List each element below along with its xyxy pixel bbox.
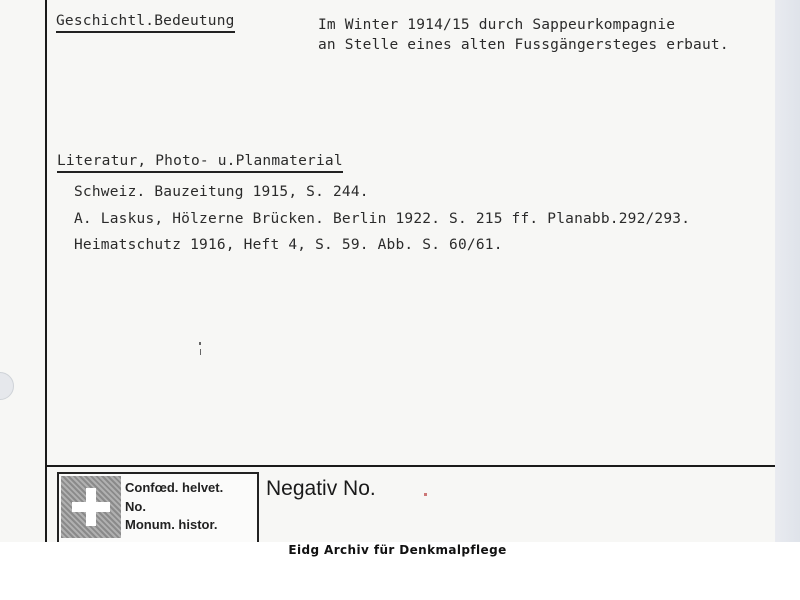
literature-entry-2: A. Laskus, Hölzerne Brücken. Berlin 1922. S. 215 ff. Planabb.292/293. [74,211,691,227]
history-line-2: an Stelle eines alten Fussgängersteges erbaut. [318,37,729,53]
literature-entry-1: Schweiz. Bauzeitung 1915, S. 244. [74,184,369,200]
stamp-line-3: Monum. histor. [125,517,218,532]
literature-heading: Literatur, Photo- u.Planmaterial [57,153,343,173]
negative-number-label: Negativ No. [266,477,376,500]
history-line-1: Im Winter 1914/15 durch Sappeurkompagnie [318,17,676,33]
card-edge-shadow [775,0,800,542]
bottom-rule [45,465,775,467]
dust-speck [424,493,427,496]
swiss-cross-icon [61,476,121,538]
stamp-line-2: No. [125,499,146,514]
history-heading: Geschichtl.Bedeutung [56,13,235,33]
monument-stamp [57,472,259,542]
literature-entry-3: Heimatschutz 1916, Heft 4, S. 59. Abb. S. 60/61. [74,237,503,253]
punch-hole [0,372,14,400]
footer [0,542,800,600]
archive-caption: Eidg Archiv für Denkmalpflege [288,543,507,557]
dust-speck [200,349,201,355]
left-margin-rule [45,0,47,542]
dust-speck [199,342,201,345]
stamp-line-1: Confœd. helvet. [125,480,224,495]
